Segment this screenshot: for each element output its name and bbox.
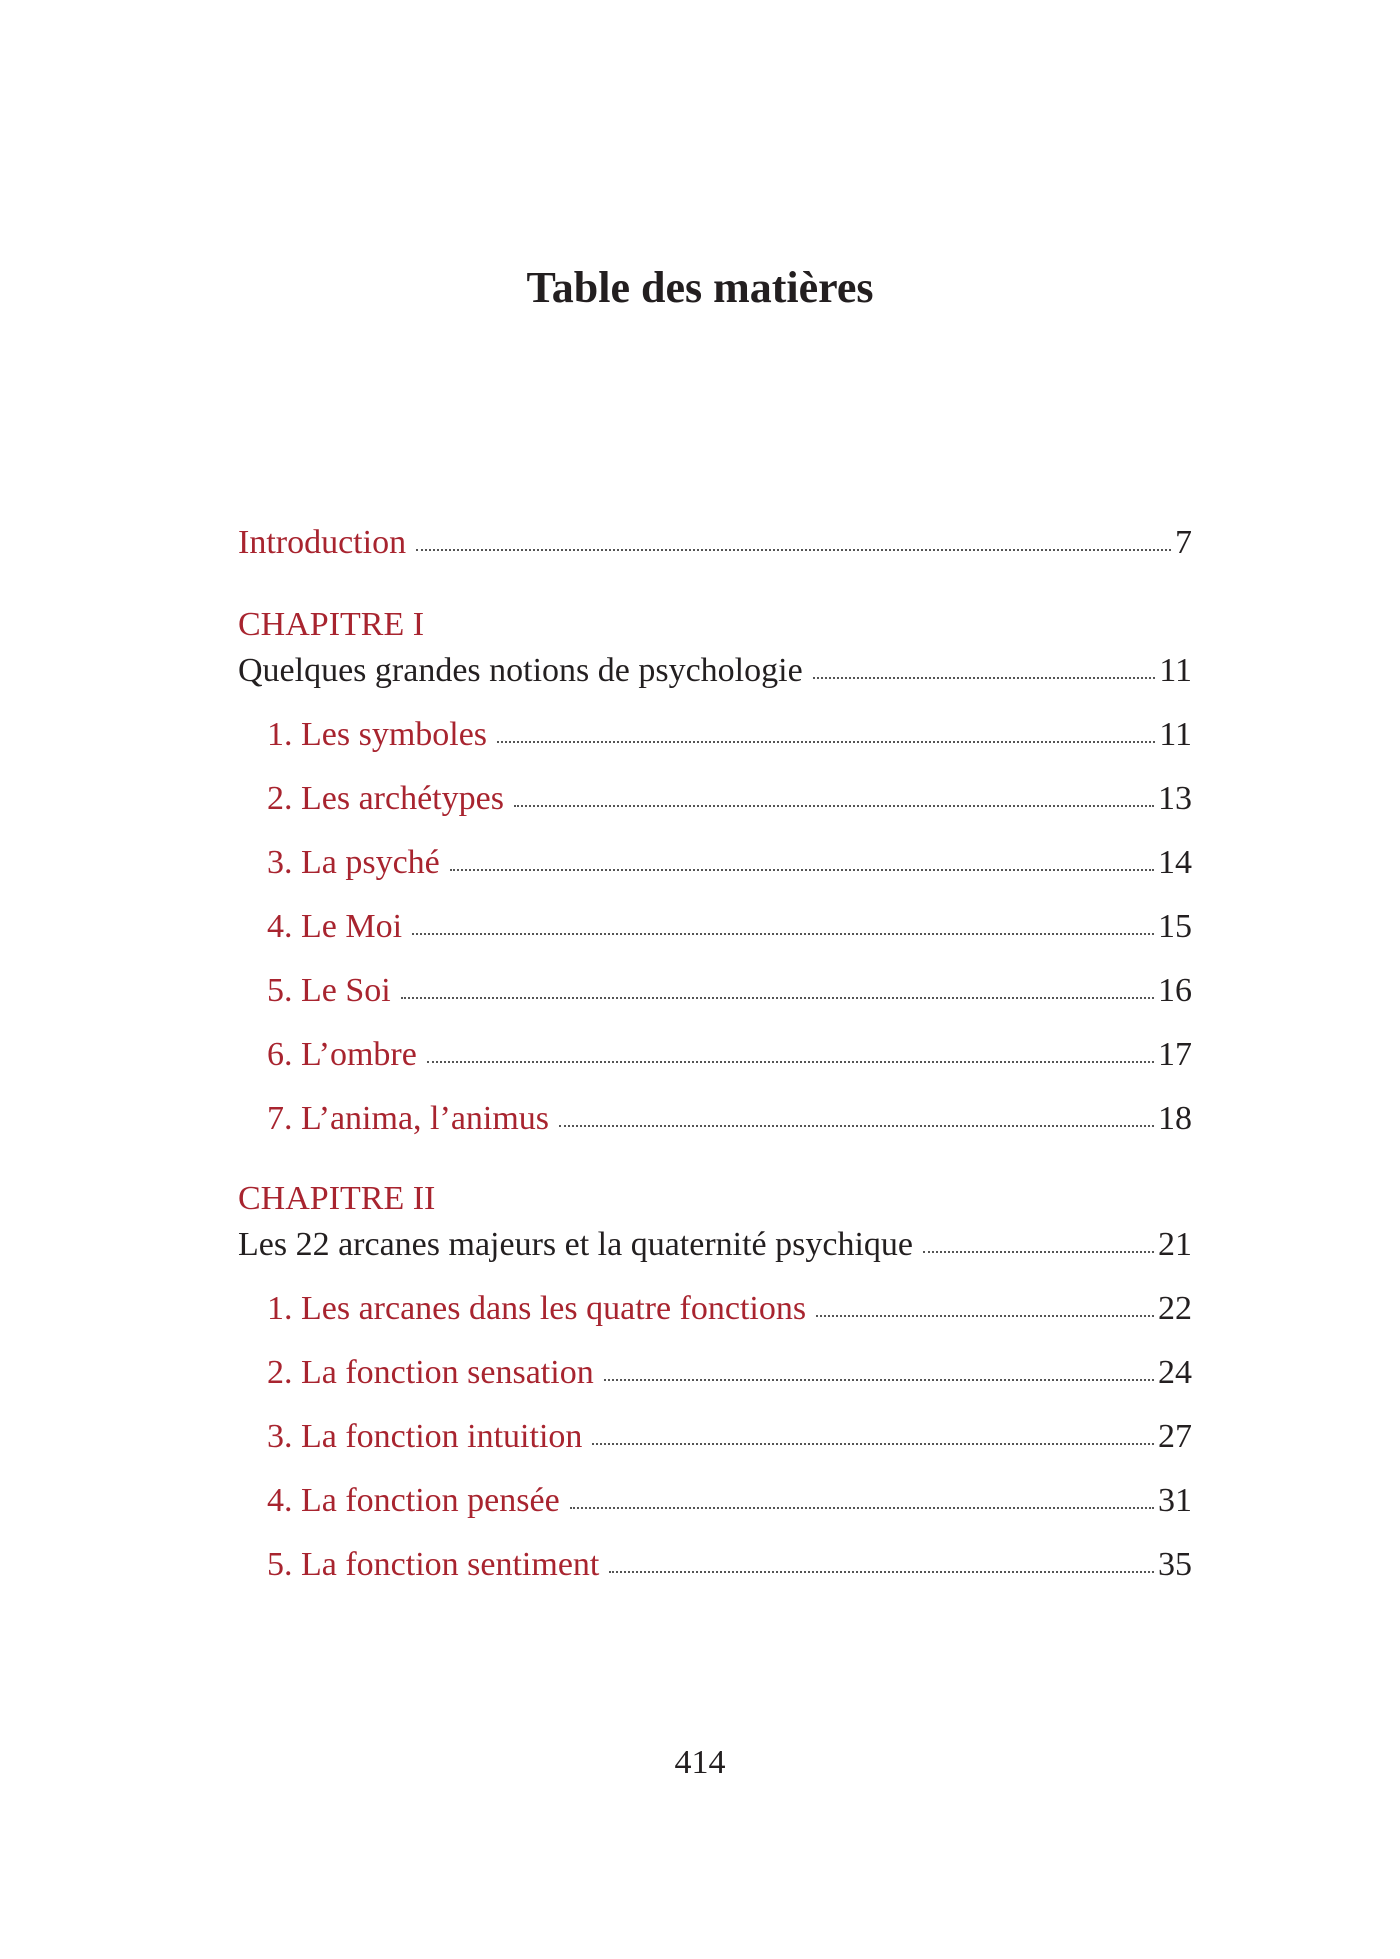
toc-entry-page: 35	[1158, 1546, 1192, 1583]
dot-leader	[514, 805, 1154, 807]
dot-leader	[816, 1315, 1154, 1317]
dot-leader	[416, 549, 1171, 551]
toc-entry-label: 4. Le Moi	[267, 908, 403, 945]
toc-entry-page: 13	[1158, 780, 1192, 817]
toc-entry-page: 31	[1158, 1482, 1192, 1519]
toc-entry-page: 16	[1158, 972, 1192, 1009]
toc-entry-label: 3. La fonction intuition	[267, 1418, 583, 1455]
dot-leader	[497, 741, 1155, 743]
toc-entry-label: Introduction	[238, 524, 407, 561]
toc-entry-page: 11	[1159, 716, 1192, 753]
toc-entry-label: 2. La fonction sensation	[267, 1354, 594, 1391]
toc-entry-label: 1. Les symboles	[267, 716, 488, 753]
dot-leader	[427, 1061, 1154, 1063]
toc-entry-section[interactable]	[238, 712, 1192, 758]
toc-entry-label: 2. Les archétypes	[267, 780, 504, 817]
toc-entry-label: 1. Les arcanes dans les quatre fonctions	[267, 1290, 807, 1327]
toc-entry-section[interactable]	[238, 968, 1192, 1014]
toc-entry-label: 7. L’anima, l’animus	[267, 1100, 550, 1137]
toc-entry-section[interactable]	[238, 1032, 1192, 1078]
toc-entry-page: 18	[1158, 1100, 1192, 1137]
toc-entry-section[interactable]	[238, 1096, 1192, 1142]
toc-entry-section[interactable]	[238, 904, 1192, 950]
toc-entry-chapter-title[interactable]	[238, 648, 1192, 694]
toc-entry-page: 17	[1158, 1036, 1192, 1073]
dot-leader	[592, 1443, 1154, 1445]
toc-entry-introduction[interactable]	[238, 520, 1192, 566]
page-title: Table des matières	[526, 263, 874, 312]
dot-leader	[559, 1125, 1154, 1127]
dot-leader	[609, 1571, 1154, 1573]
toc-entry-label: Quelques grandes notions de psychologie	[238, 652, 803, 689]
dot-leader	[923, 1251, 1154, 1253]
page-number: 414	[674, 1744, 726, 1781]
toc-entry-label: 3. La psyché	[267, 844, 440, 881]
dot-leader	[604, 1379, 1154, 1381]
toc-entry-label: 4. La fonction pensée	[267, 1482, 560, 1519]
toc-entry-section[interactable]	[238, 1414, 1192, 1460]
toc-entry-label: 5. Le Soi	[267, 972, 391, 1009]
toc-entry-section[interactable]	[238, 1350, 1192, 1396]
toc-entry-page: 14	[1158, 844, 1192, 881]
dot-leader	[570, 1507, 1154, 1509]
toc-entry-section[interactable]	[238, 1478, 1192, 1524]
toc-entry-page: 27	[1158, 1418, 1192, 1455]
chapter-heading: CHAPITRE II	[238, 1180, 436, 1217]
toc-entry-chapter-title[interactable]	[238, 1222, 1192, 1268]
toc-entry-section[interactable]	[238, 840, 1192, 886]
chapter-heading: CHAPITRE I	[238, 606, 425, 643]
toc-entry-page: 22	[1158, 1290, 1192, 1327]
toc-entry-page: 11	[1159, 652, 1192, 689]
toc-entry-section[interactable]	[238, 776, 1192, 822]
dot-leader	[450, 869, 1154, 871]
toc-entry-page: 7	[1175, 524, 1192, 561]
dot-leader	[813, 677, 1156, 679]
toc-entry-page: 21	[1158, 1226, 1192, 1263]
toc-entry-section[interactable]	[238, 1286, 1192, 1332]
dot-leader	[412, 933, 1154, 935]
toc-entry-label: Les 22 arcanes majeurs et la quaternité psychique	[238, 1226, 914, 1263]
toc-entry-page: 15	[1158, 908, 1192, 945]
toc-entry-page: 24	[1158, 1354, 1192, 1391]
toc-entry-label: 5. La fonction sentiment	[267, 1546, 600, 1583]
dot-leader	[401, 997, 1154, 999]
toc-entry-section[interactable]	[238, 1542, 1192, 1588]
toc-entry-label: 6. L’ombre	[267, 1036, 417, 1073]
